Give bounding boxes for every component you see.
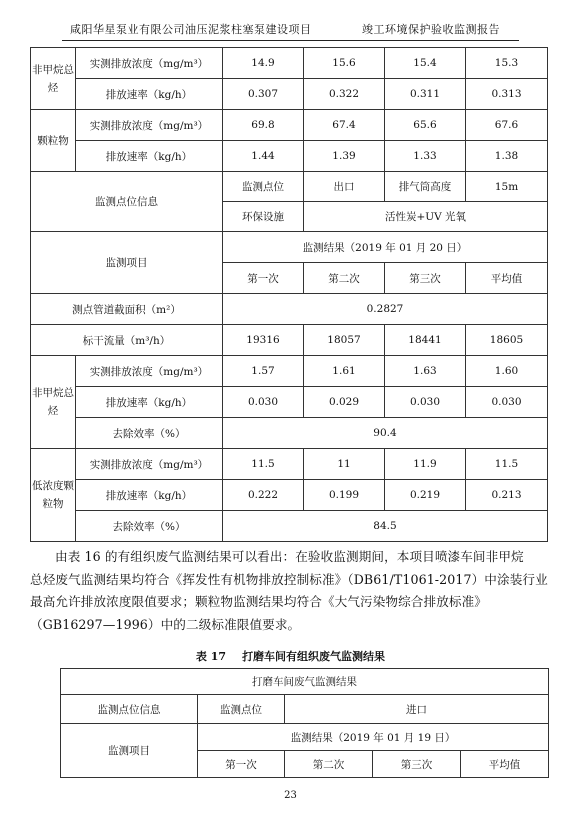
run-header: 平均值 bbox=[466, 263, 548, 294]
table-cell: 11.5 bbox=[223, 449, 304, 480]
conclusion-paragraph bbox=[30, 546, 550, 636]
page-number: 23 bbox=[284, 790, 297, 801]
table-cell: 1.44 bbox=[223, 141, 304, 172]
table-row bbox=[31, 294, 548, 325]
table-cell: 0.322 bbox=[304, 79, 385, 110]
run-header: 第二次 bbox=[304, 263, 385, 294]
table-row bbox=[31, 79, 548, 110]
table-cell: 11.9 bbox=[385, 449, 466, 480]
table-cell: 15.4 bbox=[385, 48, 466, 79]
table-cell: 15.6 bbox=[304, 48, 385, 79]
table-row bbox=[61, 724, 549, 751]
table-cell: 18605 bbox=[466, 325, 548, 356]
table2-title: 打磨车间废气监测结果 bbox=[61, 669, 549, 695]
table-cell: 0.030 bbox=[385, 387, 466, 418]
table-row bbox=[31, 110, 548, 141]
table-row bbox=[31, 232, 548, 263]
table-row bbox=[31, 418, 548, 449]
run-header: 第二次 bbox=[285, 751, 373, 778]
table-cell: 0.219 bbox=[385, 480, 466, 511]
point-value: 进口 bbox=[285, 695, 549, 724]
table-cell: 84.5 bbox=[223, 511, 548, 542]
table-row bbox=[61, 669, 549, 695]
table-row bbox=[31, 48, 548, 79]
table-cell: 0.311 bbox=[385, 79, 466, 110]
table-row bbox=[31, 480, 548, 511]
row-label: 排放速率（kg/h） bbox=[76, 480, 223, 511]
table-cell: 19316 bbox=[223, 325, 304, 356]
result-label: 监测结果（2019 年 01 月 20 日） bbox=[223, 232, 548, 263]
table-cell: 0.029 bbox=[304, 387, 385, 418]
table-row bbox=[31, 356, 548, 387]
run-header: 第三次 bbox=[385, 263, 466, 294]
point-info-label: 监测点位信息 bbox=[31, 172, 223, 232]
row-label: 排放速率（kg/h） bbox=[76, 79, 223, 110]
area-label: 测点管道截面积（m²） bbox=[31, 294, 223, 325]
table-cell: 0.222 bbox=[223, 480, 304, 511]
pollutant-label: 低浓度颗粒物 bbox=[31, 449, 76, 542]
result-label: 监测结果（2019 年 01 月 19 日） bbox=[198, 724, 549, 751]
table-cell: 1.61 bbox=[304, 356, 385, 387]
table-cell: 0.199 bbox=[304, 480, 385, 511]
table-cell: 67.6 bbox=[466, 110, 548, 141]
table-cell: 0.313 bbox=[466, 79, 548, 110]
table-cell: 1.33 bbox=[385, 141, 466, 172]
row-label: 排放速率（kg/h） bbox=[76, 387, 223, 418]
table-cell: 18057 bbox=[304, 325, 385, 356]
table-title: 打磨车间有组织废气监测结果 bbox=[242, 650, 386, 663]
run-header: 平均值 bbox=[461, 751, 549, 778]
table-cell: 0.030 bbox=[223, 387, 304, 418]
pollutant-label: 颗粒物 bbox=[31, 110, 76, 172]
table-number: 表 17 bbox=[195, 650, 227, 663]
table-cell: 15.3 bbox=[466, 48, 548, 79]
emission-table-16 bbox=[30, 47, 548, 542]
table-cell: 1.38 bbox=[466, 141, 548, 172]
row-label: 实测排放浓度（mg/m³） bbox=[76, 356, 223, 387]
header-report-title: 竣工环境保护验收监测报告 bbox=[362, 23, 500, 36]
point-value: 出口 bbox=[304, 172, 385, 202]
table-cell: 1.60 bbox=[466, 356, 548, 387]
table-cell: 65.6 bbox=[385, 110, 466, 141]
row-label: 实测排放浓度（mg/m³） bbox=[76, 48, 223, 79]
facility-label: 环保设施 bbox=[223, 202, 304, 232]
item-label: 监测项目 bbox=[31, 232, 223, 294]
header-project-title: 咸阳华星泵业有限公司油压泥浆柱塞泵建设项目 bbox=[70, 23, 312, 36]
row-label: 实测排放浓度（mg/m³） bbox=[76, 110, 223, 141]
point-info-label: 监测点位信息 bbox=[61, 695, 198, 724]
table-cell: 14.9 bbox=[223, 48, 304, 79]
table-cell: 1.63 bbox=[385, 356, 466, 387]
point-label: 监测点位 bbox=[198, 695, 285, 724]
pollutant-label: 非甲烷总烃 bbox=[31, 48, 76, 110]
run-header: 第一次 bbox=[198, 751, 285, 778]
table-cell: 11.5 bbox=[466, 449, 548, 480]
table-cell: 1.57 bbox=[223, 356, 304, 387]
facility-value: 活性炭+UV 光氧 bbox=[304, 202, 548, 232]
item-label: 监测项目 bbox=[61, 724, 198, 778]
table-cell: 69.8 bbox=[223, 110, 304, 141]
table-row bbox=[31, 511, 548, 542]
table-cell: 90.4 bbox=[223, 418, 548, 449]
paragraph-line: 总烃废气监测结果均符合《挥发性有机物排放控制标准》（DB61/T1061-2017）中涂装行业 bbox=[30, 571, 548, 587]
table-row bbox=[31, 449, 548, 480]
emission-table-17 bbox=[60, 668, 549, 778]
table-row bbox=[31, 172, 548, 202]
table-row bbox=[31, 387, 548, 418]
table-row bbox=[31, 141, 548, 172]
table-row bbox=[61, 695, 549, 724]
table-caption bbox=[0, 648, 581, 664]
pollutant-label: 非甲烷总烃 bbox=[31, 356, 76, 449]
table-cell: 0.307 bbox=[223, 79, 304, 110]
paragraph-line: 由表 16 的有组织废气监测结果可以看出：在验收监测期间，本项目喷漆车间非甲烷 bbox=[55, 549, 524, 564]
paragraph-line: 最高允许排放浓度限值要求；颗粒物监测结果均符合《大气污染物综合排放标准》 bbox=[30, 594, 487, 609]
table-cell: 18441 bbox=[385, 325, 466, 356]
run-header: 第三次 bbox=[373, 751, 461, 778]
row-label: 去除效率（%） bbox=[76, 511, 223, 542]
flow-label: 标干流量（m³/h） bbox=[31, 325, 223, 356]
table-row bbox=[31, 325, 548, 356]
table-cell: 67.4 bbox=[304, 110, 385, 141]
table-cell: 0.213 bbox=[466, 480, 548, 511]
table-cell: 0.030 bbox=[466, 387, 548, 418]
row-label: 实测排放浓度（mg/m³） bbox=[76, 449, 223, 480]
row-label: 去除效率（%） bbox=[76, 418, 223, 449]
page-header bbox=[62, 16, 519, 41]
run-header: 第一次 bbox=[223, 263, 304, 294]
area-value: 0.2827 bbox=[223, 294, 548, 325]
paragraph-line: （GB16297—1996）中的二级标准限值要求。 bbox=[30, 616, 301, 632]
table-cell: 1.39 bbox=[304, 141, 385, 172]
stack-height-label: 排气筒高度 bbox=[385, 172, 466, 202]
stack-height-value: 15m bbox=[466, 172, 548, 202]
table-cell: 11 bbox=[304, 449, 385, 480]
point-label: 监测点位 bbox=[223, 172, 304, 202]
row-label: 排放速率（kg/h） bbox=[76, 141, 223, 172]
